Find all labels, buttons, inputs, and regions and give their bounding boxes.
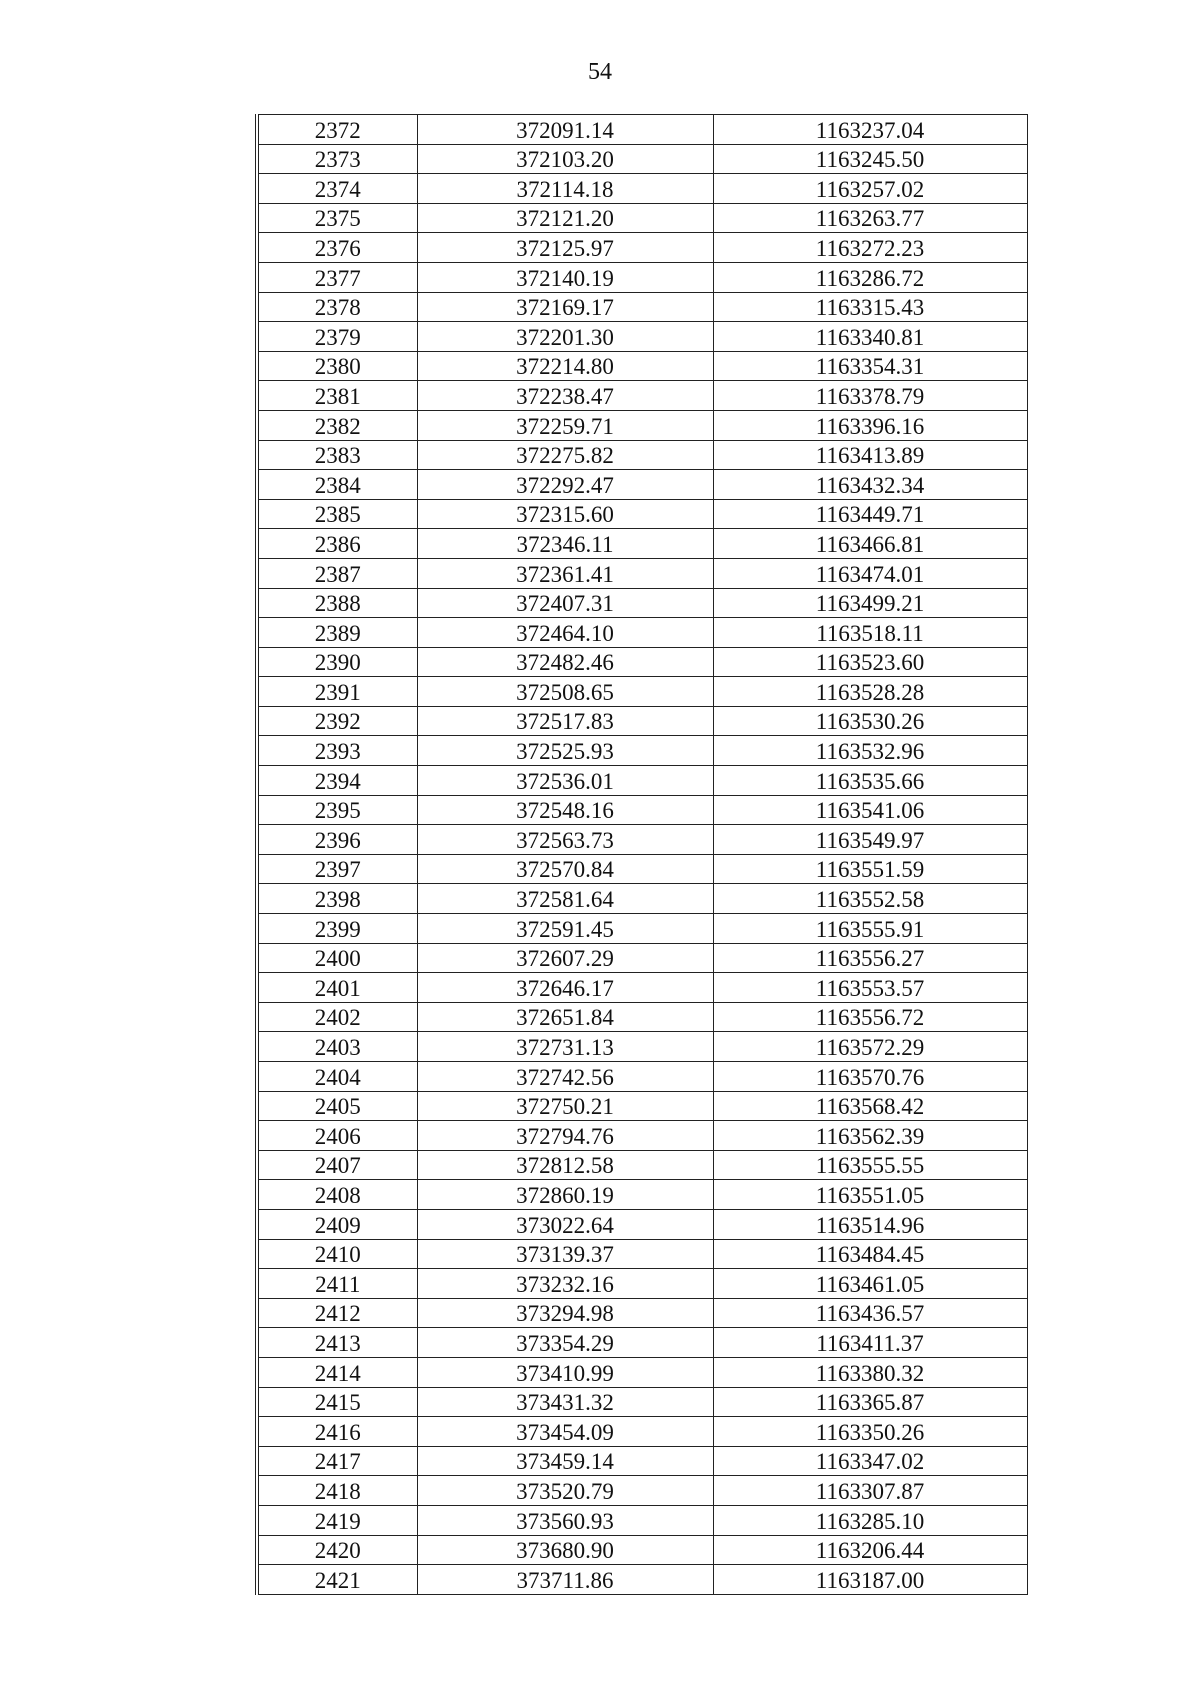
y-coordinate-cell: 1163350.26 [713, 1417, 1027, 1447]
point-number-cell: 2380 [257, 351, 417, 381]
x-coordinate-cell: 372548.16 [417, 795, 713, 825]
table-row [257, 1150, 1027, 1180]
table-row [257, 233, 1027, 263]
table-row [257, 1180, 1027, 1210]
y-coordinate-cell: 1163541.06 [713, 795, 1027, 825]
y-coordinate-cell: 1163570.76 [713, 1062, 1027, 1092]
table-row [257, 1269, 1027, 1299]
table-row [257, 529, 1027, 559]
point-number-cell: 2376 [257, 233, 417, 263]
table-row [257, 470, 1027, 500]
x-coordinate-cell: 372570.84 [417, 854, 713, 884]
x-coordinate-cell: 373520.79 [417, 1476, 713, 1506]
y-coordinate-cell: 1163553.57 [713, 973, 1027, 1003]
point-number-cell: 2395 [257, 795, 417, 825]
y-coordinate-cell: 1163315.43 [713, 292, 1027, 322]
table-row [257, 1535, 1027, 1565]
table-row [257, 1328, 1027, 1358]
x-coordinate-cell: 372201.30 [417, 322, 713, 352]
point-number-cell: 2417 [257, 1446, 417, 1476]
x-coordinate-cell: 372346.11 [417, 529, 713, 559]
y-coordinate-cell: 1163187.00 [713, 1565, 1027, 1595]
y-coordinate-cell: 1163551.05 [713, 1180, 1027, 1210]
x-coordinate-cell: 373354.29 [417, 1328, 713, 1358]
x-coordinate-cell: 372536.01 [417, 766, 713, 796]
y-coordinate-cell: 1163449.71 [713, 499, 1027, 529]
table-row [257, 1032, 1027, 1062]
x-coordinate-cell: 372794.76 [417, 1121, 713, 1151]
y-coordinate-cell: 1163272.23 [713, 233, 1027, 263]
table-row [257, 943, 1027, 973]
y-coordinate-cell: 1163285.10 [713, 1505, 1027, 1535]
x-coordinate-cell: 372482.46 [417, 647, 713, 677]
x-coordinate-cell: 372581.64 [417, 884, 713, 914]
table-row [257, 292, 1027, 322]
y-coordinate-cell: 1163307.87 [713, 1476, 1027, 1506]
table-row [257, 203, 1027, 233]
table-row [257, 884, 1027, 914]
point-number-cell: 2415 [257, 1387, 417, 1417]
x-coordinate-cell: 372812.58 [417, 1150, 713, 1180]
x-coordinate-cell: 373454.09 [417, 1417, 713, 1447]
x-coordinate-cell: 372563.73 [417, 825, 713, 855]
point-number-cell: 2372 [257, 115, 417, 145]
point-number-cell: 2408 [257, 1180, 417, 1210]
point-number-cell: 2396 [257, 825, 417, 855]
x-coordinate-cell: 372091.14 [417, 115, 713, 145]
y-coordinate-cell: 1163365.87 [713, 1387, 1027, 1417]
y-coordinate-cell: 1163556.72 [713, 1002, 1027, 1032]
table-row [257, 1239, 1027, 1269]
x-coordinate-cell: 373560.93 [417, 1505, 713, 1535]
y-coordinate-cell: 1163413.89 [713, 440, 1027, 470]
table-row [257, 588, 1027, 618]
point-number-cell: 2414 [257, 1357, 417, 1387]
point-number-cell: 2377 [257, 262, 417, 292]
x-coordinate-cell: 373294.98 [417, 1298, 713, 1328]
x-coordinate-cell: 372169.17 [417, 292, 713, 322]
y-coordinate-cell: 1163474.01 [713, 558, 1027, 588]
y-coordinate-cell: 1163396.16 [713, 410, 1027, 440]
table-row [257, 499, 1027, 529]
point-number-cell: 2394 [257, 766, 417, 796]
x-coordinate-cell: 373022.64 [417, 1209, 713, 1239]
table-row [257, 1062, 1027, 1092]
table-row [257, 973, 1027, 1003]
point-number-cell: 2404 [257, 1062, 417, 1092]
table-row [257, 440, 1027, 470]
table-row [257, 1417, 1027, 1447]
point-number-cell: 2413 [257, 1328, 417, 1358]
x-coordinate-cell: 372121.20 [417, 203, 713, 233]
coordinates-table [255, 114, 1028, 1595]
table-row [257, 736, 1027, 766]
point-number-cell: 2402 [257, 1002, 417, 1032]
x-coordinate-cell: 372361.41 [417, 558, 713, 588]
table-row [257, 1565, 1027, 1595]
point-number-cell: 2390 [257, 647, 417, 677]
y-coordinate-cell: 1163568.42 [713, 1091, 1027, 1121]
x-coordinate-cell: 372315.60 [417, 499, 713, 529]
x-coordinate-cell: 372125.97 [417, 233, 713, 263]
point-number-cell: 2399 [257, 914, 417, 944]
point-number-cell: 2388 [257, 588, 417, 618]
table-row [257, 351, 1027, 381]
point-number-cell: 2401 [257, 973, 417, 1003]
y-coordinate-cell: 1163514.96 [713, 1209, 1027, 1239]
x-coordinate-cell: 373431.32 [417, 1387, 713, 1417]
y-coordinate-cell: 1163340.81 [713, 322, 1027, 352]
point-number-cell: 2391 [257, 677, 417, 707]
table-row [257, 1091, 1027, 1121]
table-row [257, 795, 1027, 825]
y-coordinate-cell: 1163535.66 [713, 766, 1027, 796]
table-row [257, 1002, 1027, 1032]
x-coordinate-cell: 373232.16 [417, 1269, 713, 1299]
point-number-cell: 2410 [257, 1239, 417, 1269]
point-number-cell: 2409 [257, 1209, 417, 1239]
table-row [257, 1505, 1027, 1535]
y-coordinate-cell: 1163523.60 [713, 647, 1027, 677]
x-coordinate-cell: 372646.17 [417, 973, 713, 1003]
table-row [257, 825, 1027, 855]
point-number-cell: 2420 [257, 1535, 417, 1565]
x-coordinate-cell: 372114.18 [417, 174, 713, 204]
point-number-cell: 2403 [257, 1032, 417, 1062]
table-row [257, 766, 1027, 796]
y-coordinate-cell: 1163354.31 [713, 351, 1027, 381]
x-coordinate-cell: 372750.21 [417, 1091, 713, 1121]
y-coordinate-cell: 1163466.81 [713, 529, 1027, 559]
table-row [257, 381, 1027, 411]
y-coordinate-cell: 1163436.57 [713, 1298, 1027, 1328]
point-number-cell: 2411 [257, 1269, 417, 1299]
x-coordinate-cell: 373711.86 [417, 1565, 713, 1595]
x-coordinate-cell: 373459.14 [417, 1446, 713, 1476]
y-coordinate-cell: 1163378.79 [713, 381, 1027, 411]
x-coordinate-cell: 372508.65 [417, 677, 713, 707]
point-number-cell: 2384 [257, 470, 417, 500]
y-coordinate-cell: 1163552.58 [713, 884, 1027, 914]
point-number-cell: 2382 [257, 410, 417, 440]
table-row [257, 410, 1027, 440]
point-number-cell: 2398 [257, 884, 417, 914]
x-coordinate-cell: 373680.90 [417, 1535, 713, 1565]
point-number-cell: 2389 [257, 618, 417, 648]
y-coordinate-cell: 1163549.97 [713, 825, 1027, 855]
point-number-cell: 2378 [257, 292, 417, 322]
x-coordinate-cell: 372464.10 [417, 618, 713, 648]
x-coordinate-cell: 372607.29 [417, 943, 713, 973]
y-coordinate-cell: 1163551.59 [713, 854, 1027, 884]
point-number-cell: 2418 [257, 1476, 417, 1506]
y-coordinate-cell: 1163263.77 [713, 203, 1027, 233]
y-coordinate-cell: 1163518.11 [713, 618, 1027, 648]
x-coordinate-cell: 373139.37 [417, 1239, 713, 1269]
x-coordinate-cell: 372140.19 [417, 262, 713, 292]
x-coordinate-cell: 372259.71 [417, 410, 713, 440]
point-number-cell: 2393 [257, 736, 417, 766]
y-coordinate-cell: 1163432.34 [713, 470, 1027, 500]
y-coordinate-cell: 1163245.50 [713, 144, 1027, 174]
x-coordinate-cell: 372860.19 [417, 1180, 713, 1210]
table-row [257, 174, 1027, 204]
point-number-cell: 2419 [257, 1505, 417, 1535]
y-coordinate-cell: 1163562.39 [713, 1121, 1027, 1151]
point-number-cell: 2400 [257, 943, 417, 973]
y-coordinate-cell: 1163484.45 [713, 1239, 1027, 1269]
table-row [257, 618, 1027, 648]
table-row [257, 1121, 1027, 1151]
table-row [257, 1298, 1027, 1328]
table-row [257, 1209, 1027, 1239]
table-row [257, 647, 1027, 677]
x-coordinate-cell: 372525.93 [417, 736, 713, 766]
table-row [257, 262, 1027, 292]
y-coordinate-cell: 1163555.55 [713, 1150, 1027, 1180]
x-coordinate-cell: 372292.47 [417, 470, 713, 500]
x-coordinate-cell: 372742.56 [417, 1062, 713, 1092]
y-coordinate-cell: 1163530.26 [713, 706, 1027, 736]
x-coordinate-cell: 372407.31 [417, 588, 713, 618]
page-number: 54 [588, 59, 612, 85]
y-coordinate-cell: 1163532.96 [713, 736, 1027, 766]
x-coordinate-cell: 372214.80 [417, 351, 713, 381]
table-row [257, 558, 1027, 588]
y-coordinate-cell: 1163206.44 [713, 1535, 1027, 1565]
point-number-cell: 2375 [257, 203, 417, 233]
table-row [257, 1387, 1027, 1417]
point-number-cell: 2412 [257, 1298, 417, 1328]
point-number-cell: 2374 [257, 174, 417, 204]
y-coordinate-cell: 1163237.04 [713, 115, 1027, 145]
y-coordinate-cell: 1163572.29 [713, 1032, 1027, 1062]
point-number-cell: 2406 [257, 1121, 417, 1151]
coordinates-table-body [257, 115, 1027, 1595]
table-row [257, 677, 1027, 707]
point-number-cell: 2373 [257, 144, 417, 174]
x-coordinate-cell: 372275.82 [417, 440, 713, 470]
y-coordinate-cell: 1163380.32 [713, 1357, 1027, 1387]
point-number-cell: 2387 [257, 558, 417, 588]
y-coordinate-cell: 1163257.02 [713, 174, 1027, 204]
point-number-cell: 2397 [257, 854, 417, 884]
table-row [257, 706, 1027, 736]
y-coordinate-cell: 1163347.02 [713, 1446, 1027, 1476]
point-number-cell: 2407 [257, 1150, 417, 1180]
x-coordinate-cell: 372238.47 [417, 381, 713, 411]
x-coordinate-cell: 373410.99 [417, 1357, 713, 1387]
y-coordinate-cell: 1163555.91 [713, 914, 1027, 944]
table-row [257, 144, 1027, 174]
table-row [257, 1476, 1027, 1506]
y-coordinate-cell: 1163528.28 [713, 677, 1027, 707]
table-row [257, 322, 1027, 352]
y-coordinate-cell: 1163461.05 [713, 1269, 1027, 1299]
point-number-cell: 2416 [257, 1417, 417, 1447]
x-coordinate-cell: 372103.20 [417, 144, 713, 174]
y-coordinate-cell: 1163411.37 [713, 1328, 1027, 1358]
y-coordinate-cell: 1163286.72 [713, 262, 1027, 292]
x-coordinate-cell: 372591.45 [417, 914, 713, 944]
point-number-cell: 2381 [257, 381, 417, 411]
point-number-cell: 2386 [257, 529, 417, 559]
point-number-cell: 2383 [257, 440, 417, 470]
x-coordinate-cell: 372651.84 [417, 1002, 713, 1032]
table-row [257, 854, 1027, 884]
x-coordinate-cell: 372517.83 [417, 706, 713, 736]
table-row [257, 914, 1027, 944]
point-number-cell: 2385 [257, 499, 417, 529]
table-row [257, 1357, 1027, 1387]
point-number-cell: 2421 [257, 1565, 417, 1595]
x-coordinate-cell: 372731.13 [417, 1032, 713, 1062]
y-coordinate-cell: 1163499.21 [713, 588, 1027, 618]
y-coordinate-cell: 1163556.27 [713, 943, 1027, 973]
point-number-cell: 2392 [257, 706, 417, 736]
point-number-cell: 2405 [257, 1091, 417, 1121]
table-row [257, 115, 1027, 145]
table-row [257, 1446, 1027, 1476]
point-number-cell: 2379 [257, 322, 417, 352]
